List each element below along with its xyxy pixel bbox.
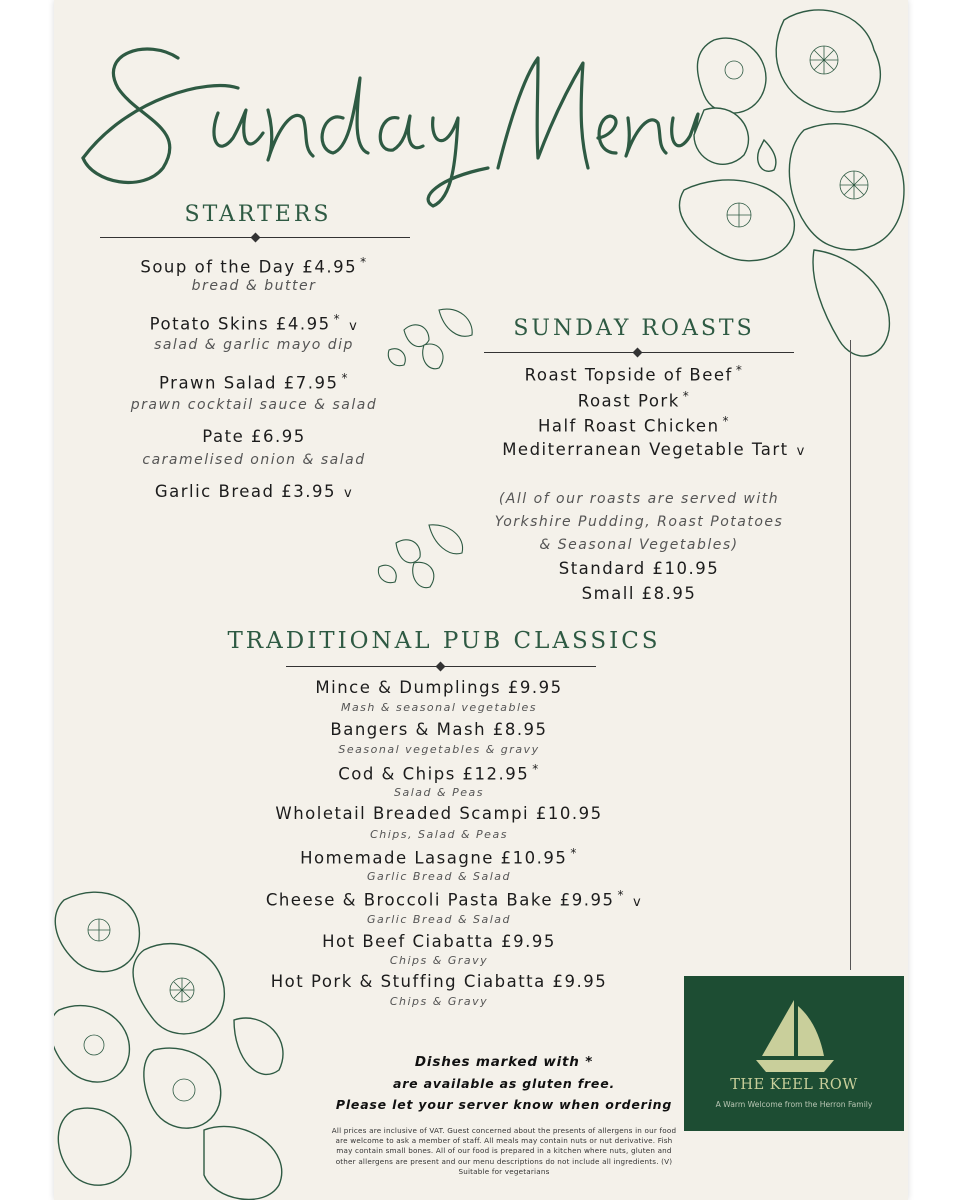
flower-illustration-bottom [54, 880, 324, 1200]
sailboat-icon [754, 996, 838, 1076]
roast-item: Roast Topside of Beef * [524, 363, 744, 385]
logo-name: THE KEEL ROW [730, 1077, 858, 1093]
classic-item: Homemade Lasagne £10.95 * [300, 846, 578, 868]
gluten-free-notice: Dishes marked with * are available as gluten free. Please let your server know when ordering [335, 1054, 673, 1112]
classic-desc: Mash & seasonal vegetables [340, 701, 538, 714]
starters-rule-diamond [251, 233, 261, 243]
roast-item: Half Roast Chicken * [537, 414, 731, 436]
classic-desc: Salad & Peas [394, 786, 484, 799]
starter-desc: caramelised onion & salad [142, 452, 366, 468]
roasts-heading: SUNDAY ROASTS [513, 316, 755, 341]
classic-item: Mince & Dumplings £9.95 [315, 678, 563, 697]
starter-desc: prawn cocktail sauce & salad [130, 397, 378, 413]
classic-desc: Garlic Bread & Salad [366, 913, 512, 926]
roast-item: Mediterranean Vegetable Tart v [502, 440, 806, 459]
menu-page [54, 0, 908, 1200]
roast-price: Standard £10.95 [558, 559, 720, 578]
starter-desc: bread & butter [191, 278, 317, 294]
classic-item: Bangers & Mash £8.95 [330, 720, 548, 739]
starter-item: Prawn Salad £7.95 * [159, 371, 349, 393]
classic-desc: Chips & Gravy [389, 995, 489, 1008]
starter-desc: salad & garlic mayo dip [154, 337, 354, 353]
classic-desc: Seasonal vegetables & gravy [338, 743, 540, 756]
classic-item: Wholetail Breaded Scampi £10.95 [275, 804, 603, 823]
classic-desc: Chips & Gravy [389, 954, 489, 967]
logo-tagline: A Warm Welcome from the Herron Family [715, 1100, 873, 1109]
classics-rule-diamond [436, 662, 446, 672]
classic-desc: Chips, Salad & Peas [370, 828, 508, 841]
classics-heading: TRADITIONAL PUB CLASSICS [227, 628, 661, 654]
starters-heading: STARTERS [184, 202, 332, 227]
roasts-rule-diamond [633, 348, 643, 358]
starter-item: Soup of the Day £4.95 * [140, 255, 368, 277]
classic-desc: Garlic Bread & Salad [366, 870, 512, 883]
menu-title-script [68, 18, 708, 208]
starter-item: Garlic Bread £3.95 v [154, 482, 354, 501]
keel-row-logo [684, 976, 904, 1131]
starter-item: Potato Skins £4.95 * v [149, 312, 359, 334]
column-divider [850, 340, 851, 970]
allergen-fine-print: All prices are inclusive of VAT. Guest concerned about the presents of allergens in our food are welcome to ask a member of staff. All meals may contain nuts or nut derivative. Fish may contain small bones. All of our food is prepared in a kitchen where nuts, gluten and other allergens are present and our menu descriptions do not include all ingredients. (V) Suitable for vegetarians [331, 1126, 677, 1176]
roasts-note-line: Yorkshire Pudding, Roast Potatoes [494, 514, 784, 530]
flower-illustration-top [664, 0, 908, 370]
classic-item: Hot Pork & Stuffing Ciabatta £9.95 [270, 972, 608, 991]
roast-item: Roast Pork * [577, 389, 691, 411]
roasts-note-line: & Seasonal Vegetables) [539, 537, 739, 553]
roast-price: Small £8.95 [581, 584, 697, 603]
classic-item: Cod & Chips £12.95 * [338, 762, 540, 784]
classic-item: Hot Beef Ciabatta £9.95 [322, 932, 556, 951]
roasts-note-line: (All of our roasts are served with [498, 491, 780, 507]
starter-item: Pate £6.95 [202, 427, 306, 446]
classic-item: Cheese & Broccoli Pasta Bake £9.95 * v [265, 888, 643, 910]
